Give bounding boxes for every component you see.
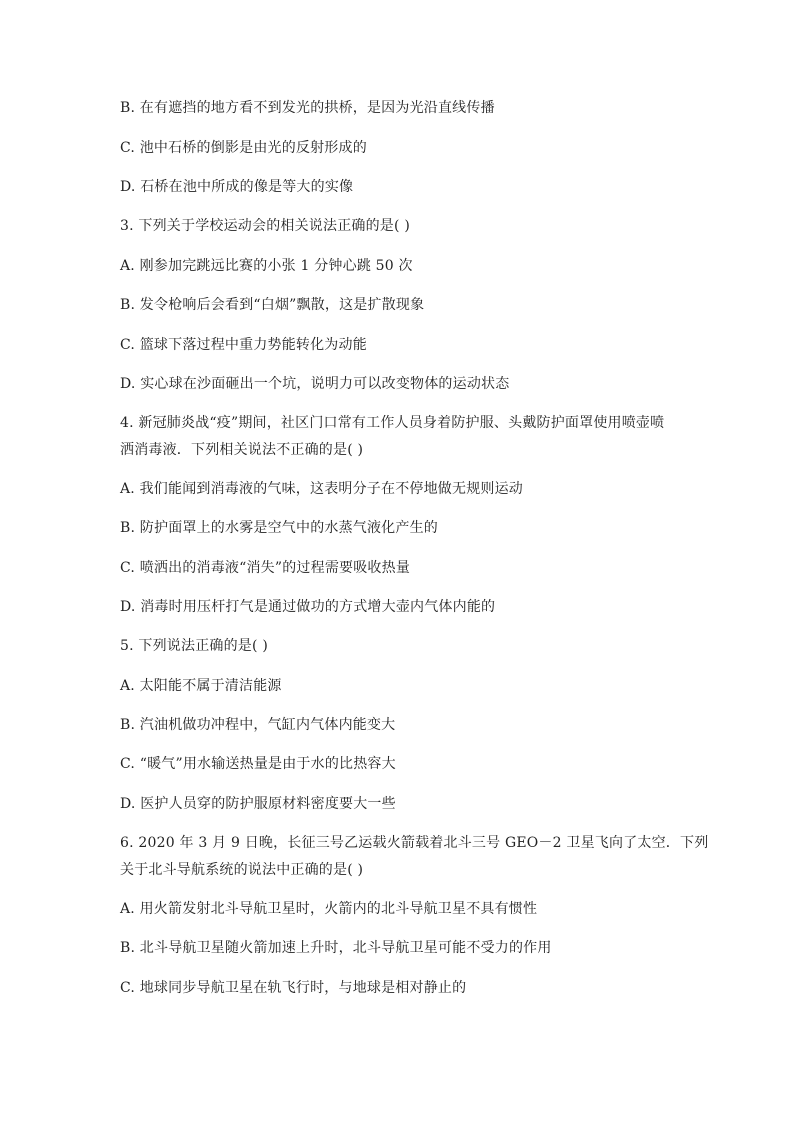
question-2-option-b: B. 在有遮挡的地方看不到发光的拱桥，是因为光沿直线传播 [120,100,495,116]
question-6-stem-line-2: 关于北斗导航系统的说法中正确的是( ) [120,862,364,878]
question-4-option-b: B. 防护面罩上的水雾是空气中的水蒸气液化产生的 [120,520,438,536]
question-3-option-b: B. 发令枪响后会看到“白烟”飘散，这是扩散现象 [120,297,425,313]
question-3-stem: 3. 下列关于学校运动会的相关说法正确的是( ) [120,218,410,234]
question-5-option-a: A. 太阳能不属于清洁能源 [120,678,282,694]
question-5-stem: 5. 下列说法正确的是( ) [120,638,268,654]
question-5-option-c: C. “暖气”用水输送热量是由于水的比热容大 [120,756,396,772]
question-4-option-d: D. 消毒时用压杆打气是通过做功的方式增大壶内气体内能的 [120,599,496,615]
question-4-option-c: C. 喷洒出的消毒液“消失”的过程需要吸收热量 [120,560,411,576]
question-5-option-d: D. 医护人员穿的防护服原材料密度要大一些 [120,796,396,812]
question-4-option-a: A. 我们能闻到消毒液的气味，这表明分子在不停地做无规则运动 [120,481,524,497]
question-3-option-c: C. 篮球下落过程中重力势能转化为动能 [120,337,367,353]
question-6-stem-line-1: 6. 2020 年 3 月 9 日晚，长征三号乙运载火箭载着北斗三号 GEO－2 卫星飞向了太空．下列 [120,835,709,851]
question-2-option-d: D. 石桥在池中所成的像是等大的实像 [120,179,354,195]
question-6-option-c: C. 地球同步导航卫星在轨飞行时，与地球是相对静止的 [120,980,467,996]
question-3-option-d: D. 实心球在沙面砸出一个坑，说明力可以改变物体的运动状态 [120,376,510,392]
question-2-option-c: C. 池中石桥的倒影是由光的反射形成的 [120,140,367,156]
question-4-stem-line-1: 4. 新冠肺炎战“疫”期间，社区门口常有工作人员身着防护服、头戴防护面罩使用喷壶喷 [120,415,665,431]
question-6-option-b: B. 北斗导航卫星随火箭加速上升时，北斗导航卫星可能不受力的作用 [120,940,552,956]
question-6-option-a: A. 用火箭发射北斗导航卫星时，火箭内的北斗导航卫星不具有惯性 [120,901,538,917]
question-5-option-b: B. 汽油机做功冲程中，气缸内气体内能变大 [120,717,396,733]
question-4-stem-line-2: 洒消毒液．下列相关说法不正确的是( ) [120,442,364,458]
question-3-option-a: A. 刚参加完跳远比赛的小张 1 分钟心跳 50 次 [120,258,413,274]
